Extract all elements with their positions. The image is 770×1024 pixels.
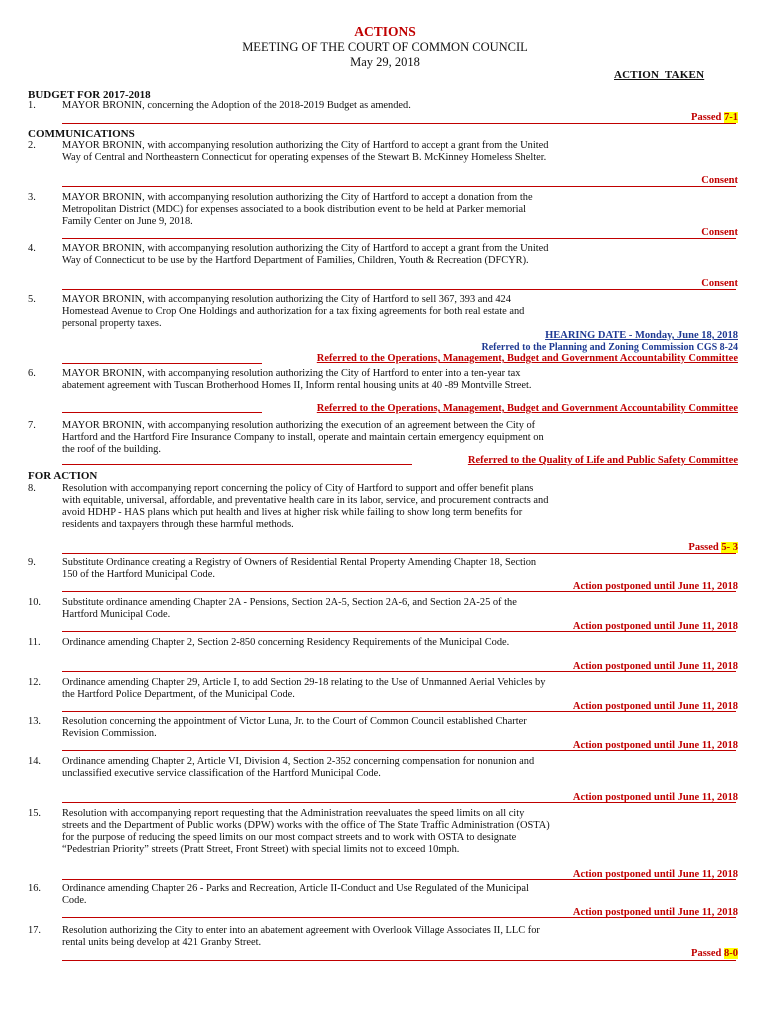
result-rule [62, 289, 736, 290]
item-number: 11. [28, 637, 41, 648]
meeting-date: May 29, 2018 [350, 55, 420, 69]
vote-count: 5- 3 [721, 542, 738, 553]
item-text: Ordinance amending Chapter 29, Article I, to add Section 29-18 relating to the Use of Unmanned Aerial Vehicles by the Hartford Police Department, of the Municipal Code. [62, 677, 546, 700]
item-text: Ordinance amending Chapter 2, Article VI, Division 4, Section 2-352 concerning compensation for nonunion and unclassified executive service classification of the Hartford Municipal Code. [62, 756, 535, 779]
document-title: ACTIONS [354, 24, 416, 39]
agenda-item-5 [28, 294, 742, 364]
item-number: 12. [28, 677, 41, 688]
item-text: Resolution concerning the appointment of Victor Luna, Jr. to the Court of Common Council established Charter Revision Commission. [62, 716, 527, 739]
item-text: Resolution with accompanying report requesting that the Administration reevaluates the speed limits on all city streets and the Department of Public works (DPW) works with the office of The State Traffic Administration (OSTA) for the purpose of reducing the speed limits on our most compact streets and to work with OSTA to designate “Pedestrian Priority” streets (Pratt Street, Front Street) with special limits not to exceed 10mph. [62, 808, 550, 855]
item-text: MAYOR BRONIN, with accompanying resolution authorizing the City of Hartford to sell 367, 393 and 424 Homestead Avenue to Crop One Holdings and authorization for a tax fixing agreements for both real estate and personal property taxes. [62, 294, 525, 329]
item-number: 1. [28, 100, 36, 111]
result-rule [62, 412, 262, 413]
item-number: 14. [28, 756, 41, 767]
agenda-item-3 [28, 192, 742, 240]
agenda-item-1 [28, 100, 742, 126]
item-result: Action postponed until June 11, 2018 [572, 661, 738, 672]
result-rule [62, 186, 736, 187]
item-result: Consent [701, 175, 738, 186]
agenda-item-11 [28, 637, 742, 675]
item-text: Substitute Ordinance creating a Registry of Owners of Residential Rental Property Amending Chapter 18, Section 150 of the Hartford Municipal Code. [62, 557, 537, 580]
item-result: Referred to the Operations, Management, Budget and Government Accountability Committee [316, 353, 738, 364]
planning-referral: Referred to the Planning and Zoning Commission CGS 8-24 [481, 342, 738, 353]
meeting-title: MEETING OF THE COURT OF COMMON COUNCIL [242, 40, 528, 54]
item-number: 10. [28, 597, 41, 608]
agenda-item-14 [28, 756, 742, 806]
item-number: 6. [28, 368, 36, 379]
section-communications: COMMUNICATIONS [28, 128, 135, 140]
item-text: MAYOR BRONIN, with accompanying resolution authorizing the City of Hartford to accept a grant from the United Way of Connecticut to be use by the Hartford Department of Families, Children, Youth & Recreation (DFCYR). [62, 243, 549, 266]
section-for-action: FOR ACTION [28, 470, 98, 482]
item-number: 5. [28, 294, 36, 305]
item-text: Resolution with accompanying report concerning the policy of City of Hartford to support and offer benefit plans with equitable, universal, affordable, and preventative health care in its labor, service, and procurement contracts and avoid HDHP - HAS plans which put health and lives at higher risk while failing to show long term benefits for residents and taxpayers through these harmful methods. [62, 483, 549, 530]
agenda-item-17 [28, 925, 742, 965]
result-rule [62, 123, 736, 124]
agenda-item-15 [28, 808, 742, 882]
item-result: Consent [701, 227, 738, 238]
agenda-item-9 [28, 557, 742, 595]
result-rule [62, 553, 736, 554]
item-number: 3. [28, 192, 36, 203]
item-result: Action postponed until June 11, 2018 [572, 907, 738, 918]
item-result: Passed 5- 3 [688, 542, 738, 553]
item-result: Action postponed until June 11, 2018 [572, 740, 738, 751]
agenda-item-6 [28, 368, 742, 414]
item-text: Ordinance amending Chapter 26 - Parks and Recreation, Article II-Conduct and Use Regulated of the Municipal Code. [62, 883, 529, 906]
item-text: Resolution authorizing the City to enter into an abatement agreement with Overlook Village Associates II, LLC for rental units being develop at 421 Granby Street. [62, 925, 540, 948]
result-rule [62, 363, 262, 364]
item-result: Passed 7-1 [691, 112, 738, 123]
item-text: MAYOR BRONIN, with accompanying resolution authorizing the City of Hartford to enter into a ten-year tax abatement agreement with Tuscan Brotherhood Homes II, Inform rental housing units at 40 -89 Montville Street. [62, 368, 532, 391]
item-result: Action postponed until June 11, 2018 [572, 792, 738, 803]
result-rule [62, 464, 412, 465]
item-result: Action postponed until June 11, 2018 [572, 621, 738, 632]
item-number: 8. [28, 483, 36, 494]
agenda-item-7 [28, 420, 742, 466]
item-text: MAYOR BRONIN, with accompanying resolution authorizing the City of Hartford to accept a grant from the United Way of Central and Northeastern Connecticut for operating expenses of the Stewart B. McKinney Homeless Shelter. [62, 140, 549, 163]
item-number: 9. [28, 557, 36, 568]
hearing-date: HEARING DATE - Monday, June 18, 2018 [545, 330, 738, 341]
item-text: MAYOR BRONIN, concerning the Adoption of the 2018-2019 Budget as amended. [62, 100, 411, 111]
item-result: Passed 8-0 [691, 948, 738, 959]
section-budget: BUDGET FOR 2017-2018 [28, 89, 151, 101]
item-text: Substitute ordinance amending Chapter 2A - Pensions, Section 2A-5, Section 2A-6, and Section 2A-25 of the Hartford Municipal Code. [62, 597, 517, 620]
item-number: 15. [28, 808, 41, 819]
item-number: 2. [28, 140, 36, 151]
agenda-item-2 [28, 140, 742, 188]
item-result: Referred to the Operations, Management, Budget and Government Accountability Committee [316, 403, 738, 414]
vote-count: 7-1 [724, 112, 738, 123]
result-rule [62, 238, 736, 239]
item-result: Consent [701, 278, 738, 289]
agenda-item-12 [28, 677, 742, 715]
item-number: 17. [28, 925, 41, 936]
item-text: MAYOR BRONIN, with accompanying resolution authorizing the City of Hartford to accept a donation from the Metropolitan District (MDC) for expenses associated to a book distribution event to be held at Parker memorial Family Center on June 9, 2018. [62, 192, 533, 227]
item-text: MAYOR BRONIN, with accompanying resolution authorizing the execution of an agreement between the City of Hartford and the Hartford Fire Insurance Company to install, operate and maintain certain emergency equipment on the roof of the building. [62, 420, 544, 455]
item-number: 16. [28, 883, 41, 894]
item-text: Ordinance amending Chapter 2, Section 2-850 concerning Residency Requirements of the Municipal Code. [62, 637, 510, 648]
item-result: Action postponed until June 11, 2018 [572, 701, 738, 712]
item-number: 7. [28, 420, 36, 431]
item-number: 4. [28, 243, 36, 254]
agenda-item-8 [28, 483, 742, 555]
agenda-item-10 [28, 597, 742, 635]
item-result: Referred to the Quality of Life and Public Safety Committee [467, 455, 738, 466]
item-result: Action postponed until June 11, 2018 [572, 869, 738, 880]
action-taken-heading: ACTION TAKEN [614, 69, 705, 81]
agenda-item-16 [28, 883, 742, 921]
agenda-item-4 [28, 243, 742, 291]
vote-count: 8-0 [724, 948, 738, 959]
agenda-item-13 [28, 716, 742, 754]
item-number: 13. [28, 716, 41, 727]
result-rule [62, 960, 736, 961]
item-result: Action postponed until June 11, 2018 [572, 581, 738, 592]
